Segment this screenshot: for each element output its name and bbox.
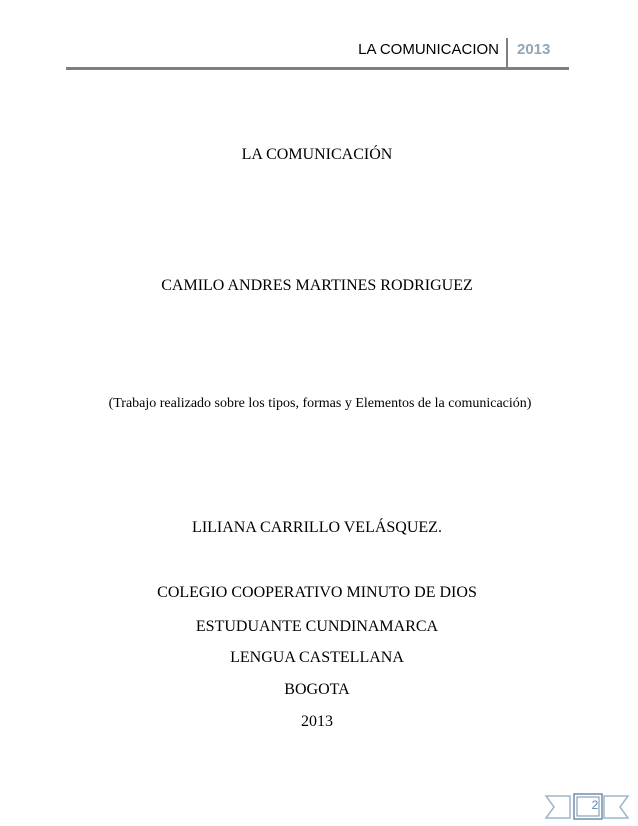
author-name: CAMILO ANDRES MARTINES RODRIGUEZ [161,277,473,294]
header-rule [66,67,569,70]
document-subtitle: (Trabajo realizado sobre los tipos, formas y Elementos de la comunicación) [108,396,532,411]
header-divider [506,38,508,68]
department-name: ESTUDUANTE CUNDINAMARCA [195,618,439,635]
course-name: LENGUA CASTELLANA [230,649,404,666]
school-name: COLEGIO COOPERATIVO MINUTO DE DIOS [157,584,477,601]
page-header [66,36,569,70]
page-number: 2 [591,798,599,812]
page-footer [540,790,634,824]
header-title: LA COMUNICACION [358,41,499,58]
document-year: 2013 [301,713,333,730]
header-year: 2013 [517,41,551,58]
teacher-name: LILIANA CARRILLO VELÁSQUEZ. [192,519,442,536]
city-name: BOGOTA [284,681,350,698]
document-title: LA COMUNICACIÓN [241,146,393,163]
